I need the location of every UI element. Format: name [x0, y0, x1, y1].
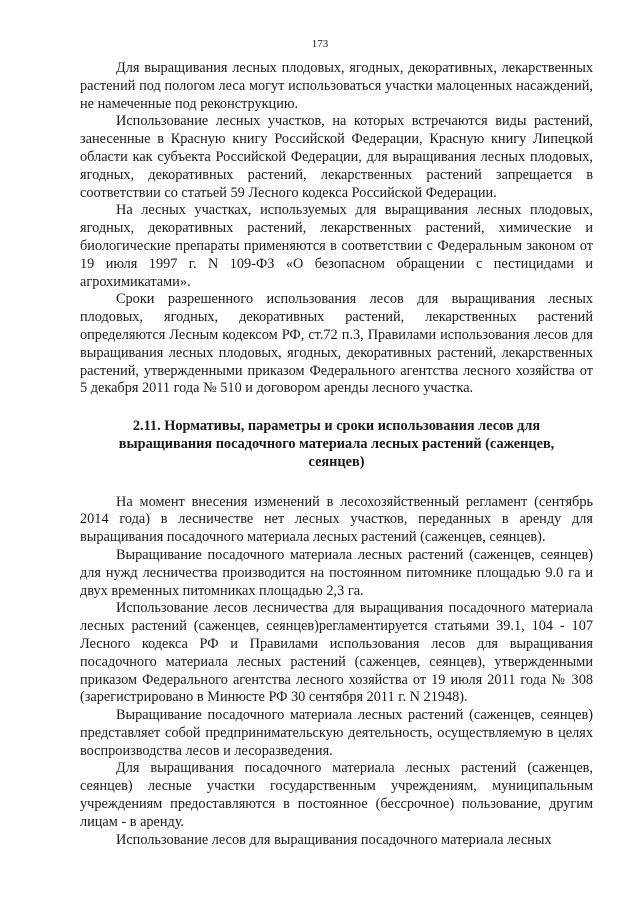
paragraph: Выращивание посадочного материала лесных растений (саженцев, сеянцев) представляет собой предпринимательскую деятельность, осуществляемую в целях воспроизводства лесов и лесоразведения. — [80, 707, 593, 759]
paragraph: Выращивание посадочного материала лесных растений (саженцев, сеянцев) для нужд лесничества производится на постоянном питомнике площадью 9.0 га и двух временных питомниках площадью 2,3 га. — [80, 546, 593, 599]
paragraph-continued: Использование лесов для выращивания посадочного материала лесных — [116, 831, 552, 848]
paragraph: Для выращивания лесных плодовых, ягодных, декоративных, лекарственных растений под пологом леса могут использоваться участки малоценных насаждений, не намеченные под реконструкцию. — [80, 60, 593, 112]
page-content — [80, 60, 593, 849]
paragraph: На момент внесения изменений в лесохозяйственный регламент (сентябрь 2014 года) в лесничестве нет лесных участков, переданных в аренду для выращивания посадочного материала лесных растений (саженцев, сеянцев). — [80, 493, 593, 546]
section-heading: 2.11. Нормативы, параметры и сроки использования лесов для выращивания посадочного материала лесных растений (саженцев, сеянцев) — [118, 418, 555, 470]
paragraph: Сроки разрешенного использования лесов для выращивания лесных плодовых, ягодных, декоративных растений, лекарственных растений определяются Лесным кодексом РФ, ст.72 п.3, Правилами использования лесов для выращивания лесных плодовых, ягодных, декоративных растений, лекарственных растений, утвержденными приказом Федерального агентства лесного хозяйства от 5 декабря 2011 года № 510 и договором аренды лесного участка. — [80, 291, 593, 397]
paragraph: На лесных участках, используемых для выращивания лесных плодовых, ягодных, декоративных растений, лекарственных растений, химические и биологические препараты применяются в соответствии с Федеральным законом от 19 июля 1997 г. N 109-ФЗ «О безопасном обращении с пестицидами и агрохимикатами». — [80, 202, 593, 290]
paragraph: Использование лесных участков, на которых встречаются виды растений, занесенные в Красную книгу Российской Федерации, Красную книгу Липецкой области как субъекта Российской Федерации, для выращивания лесных плодовых, ягодных, декоративных растений, лекарственных растений запрещается в соответствии со статьей 59 Лесного кодекса Российской Федерации. — [80, 113, 593, 201]
paragraph: Для выращивания посадочного материала лесных растений (саженцев, сеянцев) лесные участки государственным учреждениям, муниципальным учреждениям предоставляются в постоянное (бессрочное) пользование, другим лицам - в аренду. — [80, 760, 593, 830]
paragraph: Использование лесов лесничества для выращивания посадочного материала лесных растений (саженцев, сеянцев)регламентируется статьями 39.1, 104 - 107 Лесного кодекса РФ и Правилами использования лесов для выращивания посадочного материала лесных растений (саженцев, сеянцев), утвержденными приказом Федерального агентства лесного хозяйства от 19 июля 2011 года № 308 (зарегистрировано в Минюсте РФ 30 сентября 2011 г. N 21948). — [80, 600, 593, 706]
page-number: 173 — [311, 38, 329, 50]
